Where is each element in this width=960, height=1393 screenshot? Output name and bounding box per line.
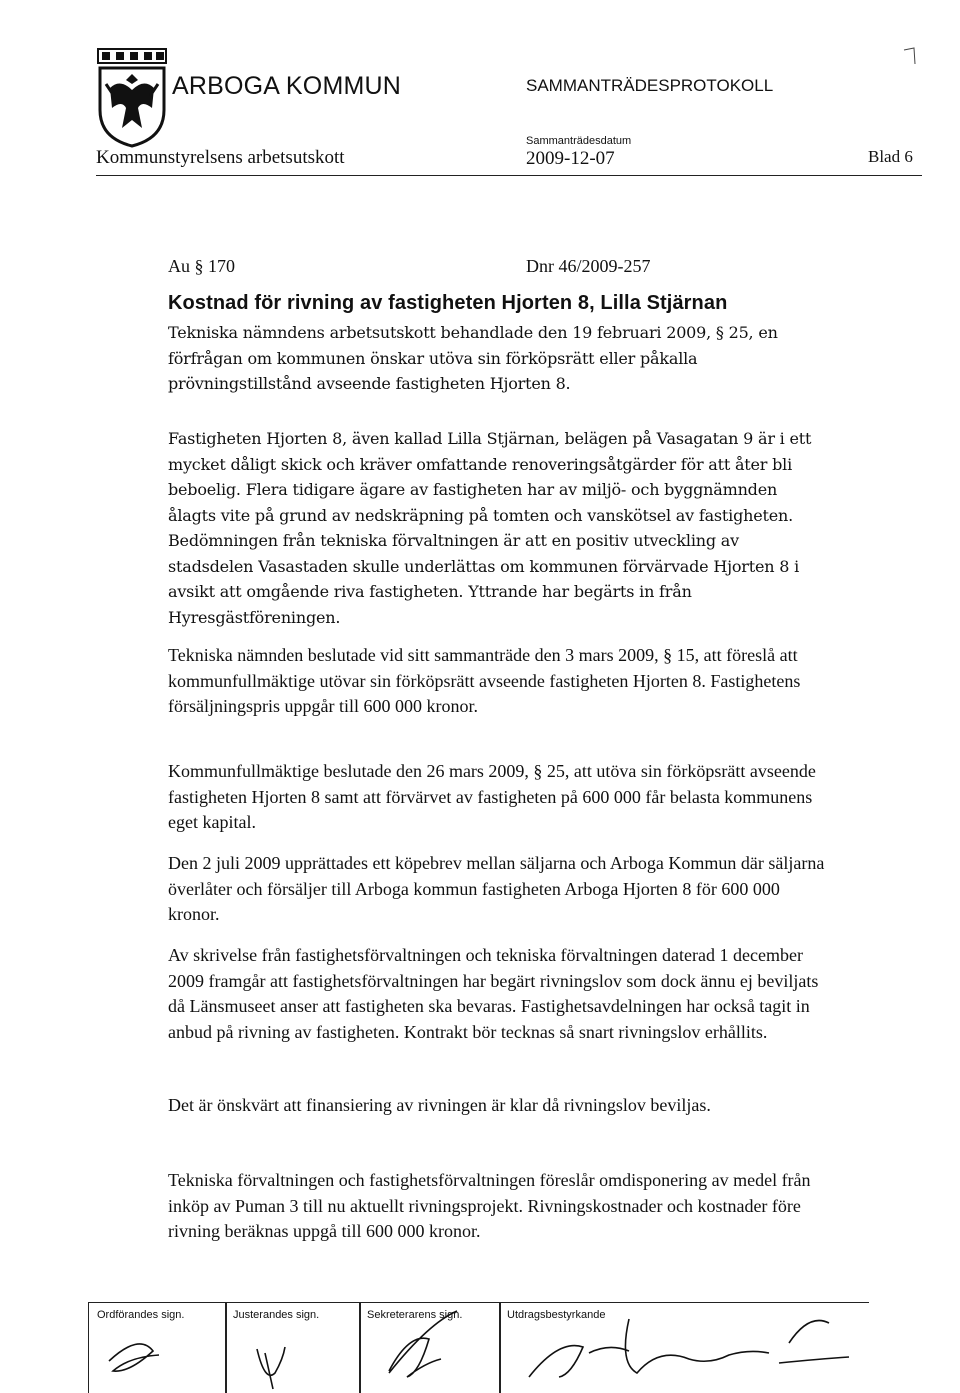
paragraph: Den 2 juli 2009 upprättades ett köpebrev mellan säljarna och Arboga Kommun där säljarna överlåter och försäljer till Arboga kommun fastigheten Arboga Hjorten 8 för 600 000 kronor. [168,853,825,924]
secretary-signature-label: Sekreterarens sign. [367,1309,463,1321]
paragraph: Fastigheten Hjorten 8, även kallad Lilla Stjärnan, belägen på Vasagatan 9 är i ett mycket dåligt skick och kräver omfattande renoveringsåtgärder för att åter bli beboelig. Flera tidigare ägare av fastigheten har av miljö- och byggnämnden ålagts vite på grund av nedskräpning på tomten och vanskötsel av fastigheten. Bedömningen från tekniska förvaltningen är att en positiv utveckling av stadsdelen Vasastaden skulle underlättas om kommunen förvärvade Hjorten 8 i avsikt att omgående riva fastigheten. Yttrande har begärts in från Hyresgästföreningen. [168,429,812,627]
case-title: Kostnad för rivning av fastigheten Hjorten 8, Lilla Stjärnan [168,292,728,314]
case-number: Au § 170 [168,256,235,276]
paragraph: Kommunfullmäktige beslutade den 26 mars 2009, § 25, att utöva sin förköpsrätt avseende fastigheten Hjorten 8 samt att förvärvet av fastigheten på 600 000 får belasta kommunens eget kapital. [168,761,816,832]
adjuster-signature-label: Justerandes sign. [233,1309,320,1321]
certified-signature-label: Utdragsbestyrkande [507,1309,606,1321]
committee-name: Kommunstyrelsens arbetsutskott [96,147,345,168]
municipal-crest-icon [96,48,168,148]
handwritten-signatures-icon [89,1303,869,1393]
paragraph: Av skrivelse från fastighetsförvaltningen och tekniska förvaltningen daterad 1 december 2009 framgår att fastighetsförvaltningen har begärt rivningslov som dock ännu ej beviljats då Länsmuseet anser att fastigheten ska bevaras. Fastighetsavdelningen har också tagit in anbud på rivning av fastigheten. Kontrakt bör tecknas så snart rivningslov erhållits. [168,945,819,1042]
paragraph: Det är önskvärt att finansiering av rivningen är klar då rivningslov beviljas. [168,1095,711,1115]
chair-signature-label: Ordförandes sign. [97,1309,185,1321]
header-divider [96,175,922,176]
sheet-number: Blad 6 [868,147,913,166]
organization-name: ARBOGA KOMMUN [172,72,402,100]
meeting-date: 2009-12-07 [526,148,615,169]
paragraph: Tekniska nämnden beslutade vid sitt sammanträde den 3 mars 2009, § 15, att föreslå att kommunfullmäktige utövar sin förköpsrätt avseende fastigheten Hjorten 8. Fastighetens försäljningspris uppgår till 600 000 kronor. [168,645,801,716]
document-type: SAMMANTRÄDESPROTOKOLL [526,76,774,95]
meeting-date-label: Sammanträdesdatum [526,135,632,147]
corner-mark-icon [900,44,924,68]
registration-number: Dnr 46/2009-257 [526,256,651,276]
paragraph: Tekniska nämndens arbetsutskott behandlade den 19 februari 2009, § 25, en förfrågan om kommunen önskar utöva sin förköpsrätt eller påkalla prövningstillstånd avseende fastigheten Hjorten 8. [168,323,778,393]
signature-strip [88,1302,869,1393]
paragraph: Tekniska förvaltningen och fastighetsförvaltningen föreslår omdisponering av medel från inköp av Puman 3 till nu aktuellt rivningsprojekt. Rivningskostnader och kostnader före rivning beräknas uppgå till 600 000 kronor. [168,1170,811,1241]
